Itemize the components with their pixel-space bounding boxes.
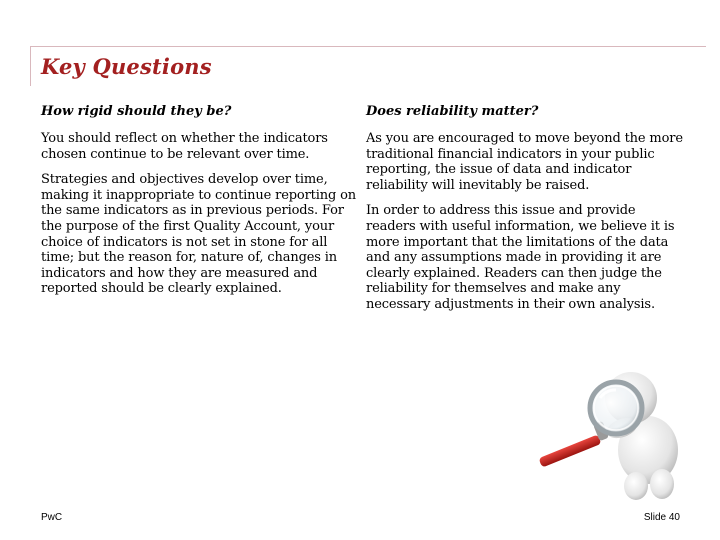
slide-number: Slide 40 (643, 512, 680, 523)
header-rule-vertical (30, 46, 31, 86)
header-rule (30, 46, 706, 47)
left-paragraph-2: Strategies and objectives develop over time, making it inappropriate to continue reporting on the same indicators as in previous periods. For the purpose of the first Quality Account, your choice of indicators is not set in stone for all time; but the reason for, nature of, changes in indicators and how they are measured and reported should be clearly explained. (41, 172, 357, 297)
figure-with-magnifying-glass-icon (536, 362, 704, 502)
left-column (41, 104, 356, 307)
left-paragraph-1: You should reflect on whether the indicators chosen continue to be relevant over time. (41, 131, 328, 162)
right-heading: Does reliability matter? (366, 104, 539, 119)
slide-title: Key Questions (41, 54, 212, 79)
right-paragraph-1: As you are encouraged to move beyond the more traditional financial indicators in your public reporting, the issue of data and indicator reliability will inevitably be raised. (366, 131, 683, 193)
right-paragraph-2: In order to address this issue and provide readers with useful information, we believe it is more important that the limitations of the data and any assumptions made in providing it are clearly explained. Readers can then judge the reliability for themselves and make any necessary adjustments in their own analysis. (366, 203, 675, 312)
left-heading: How rigid should they be? (41, 104, 232, 119)
right-column (366, 104, 684, 323)
footer-brand: PwC (41, 512, 63, 523)
